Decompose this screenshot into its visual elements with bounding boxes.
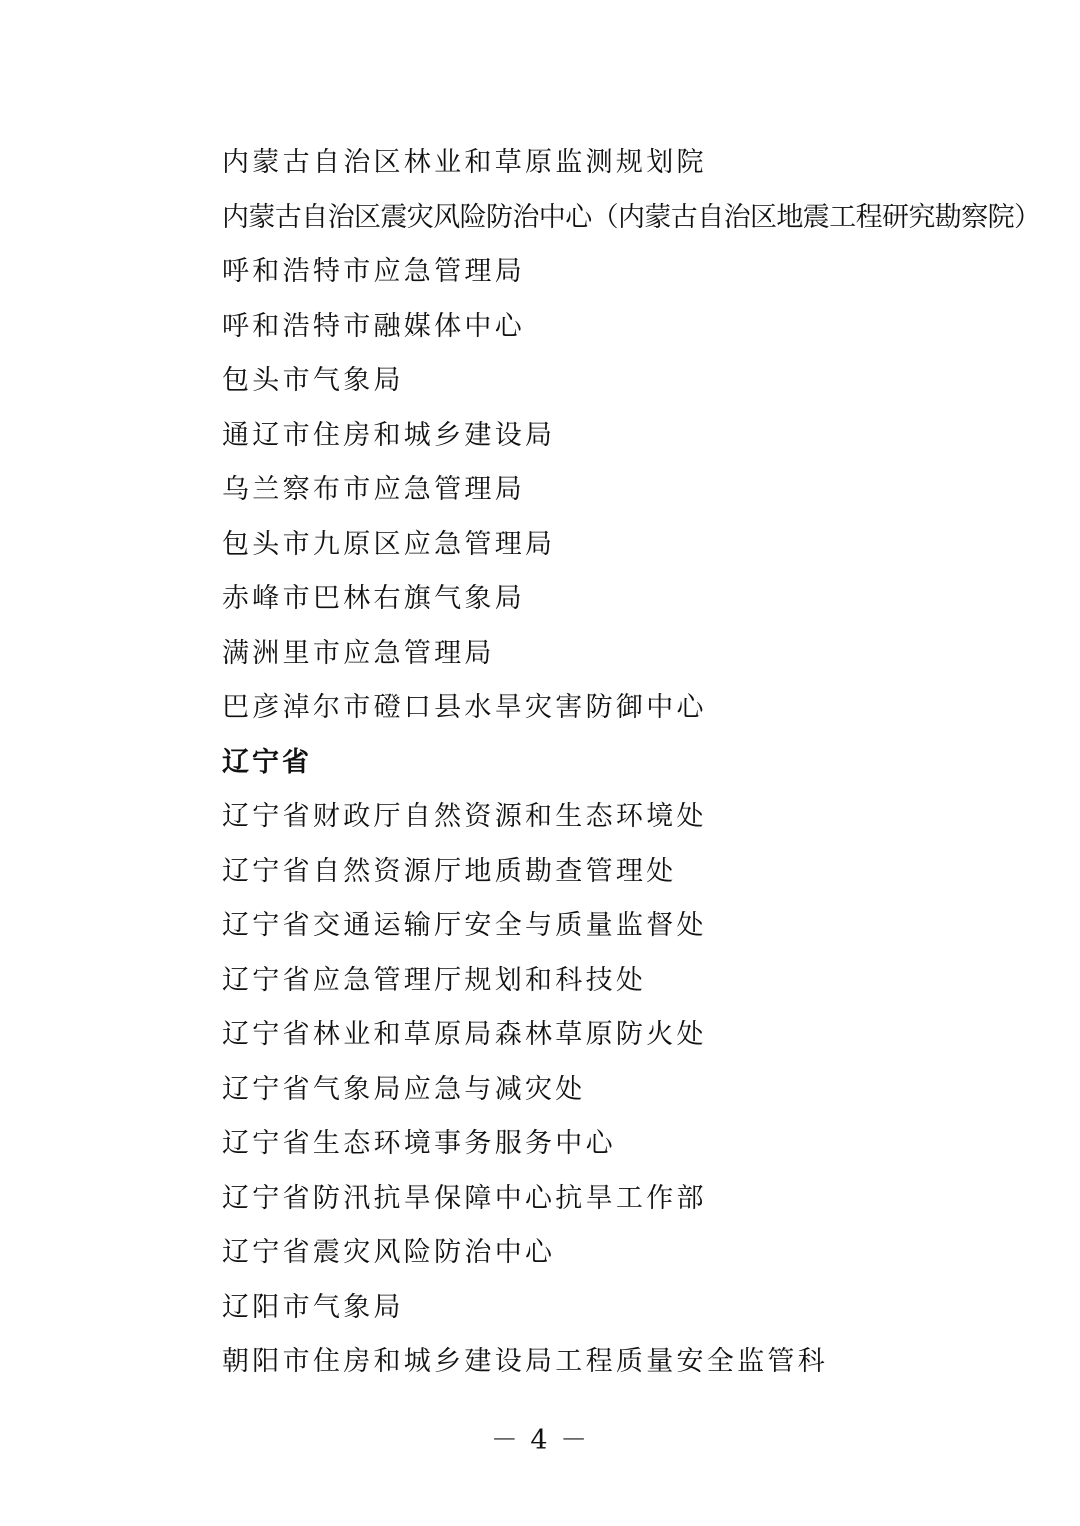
list-item: 巴彦淖尔市磴口县水旱灾害防御中心 — [222, 692, 707, 723]
list-item: 辽宁省震灾风险防治中心 — [222, 1237, 556, 1268]
list-item: 辽宁省应急管理厅规划和科技处 — [222, 964, 647, 996]
list-item: 辽宁省防汛抗旱保障中心抗旱工作部 — [222, 1182, 707, 1214]
list-item: 通辽市住房和城乡建设局 — [222, 419, 556, 451]
list-item: 包头市气象局 — [222, 365, 404, 396]
list-item: 辽宁省财政厅自然资源和生态环境处 — [222, 801, 707, 832]
section-heading-liaoning: 辽宁省 — [222, 746, 312, 778]
list-item: 辽阳市气象局 — [222, 1291, 404, 1323]
list-item: 内蒙古自治区震灾风险防治中心（内蒙古自治区地震工程研究勘察院） — [222, 201, 1041, 233]
list-item: 乌兰察布市应急管理局 — [222, 474, 525, 505]
list-item: 朝阳市住房和城乡建设局工程质量安全监管科 — [222, 1346, 828, 1377]
page-number: － 4 － — [490, 1425, 590, 1456]
list-item: 辽宁省交通运输厅安全与质量监督处 — [222, 910, 707, 941]
list-item: 赤峰市巴林右旗气象局 — [222, 583, 525, 614]
list-item: 满洲里市应急管理局 — [222, 637, 495, 669]
list-item: 呼和浩特市融媒体中心 — [222, 310, 525, 342]
organization-list — [222, 136, 1042, 1390]
list-item: 辽宁省气象局应急与减灾处 — [222, 1073, 586, 1105]
list-item: 辽宁省自然资源厅地质勘查管理处 — [222, 855, 677, 887]
list-item: 包头市九原区应急管理局 — [222, 528, 556, 560]
list-item: 呼和浩特市应急管理局 — [222, 256, 525, 287]
list-item: 辽宁省生态环境事务服务中心 — [222, 1128, 616, 1159]
list-item: 内蒙古自治区林业和草原监测规划院 — [222, 147, 707, 178]
list-item: 辽宁省林业和草原局森林草原防火处 — [222, 1019, 707, 1050]
